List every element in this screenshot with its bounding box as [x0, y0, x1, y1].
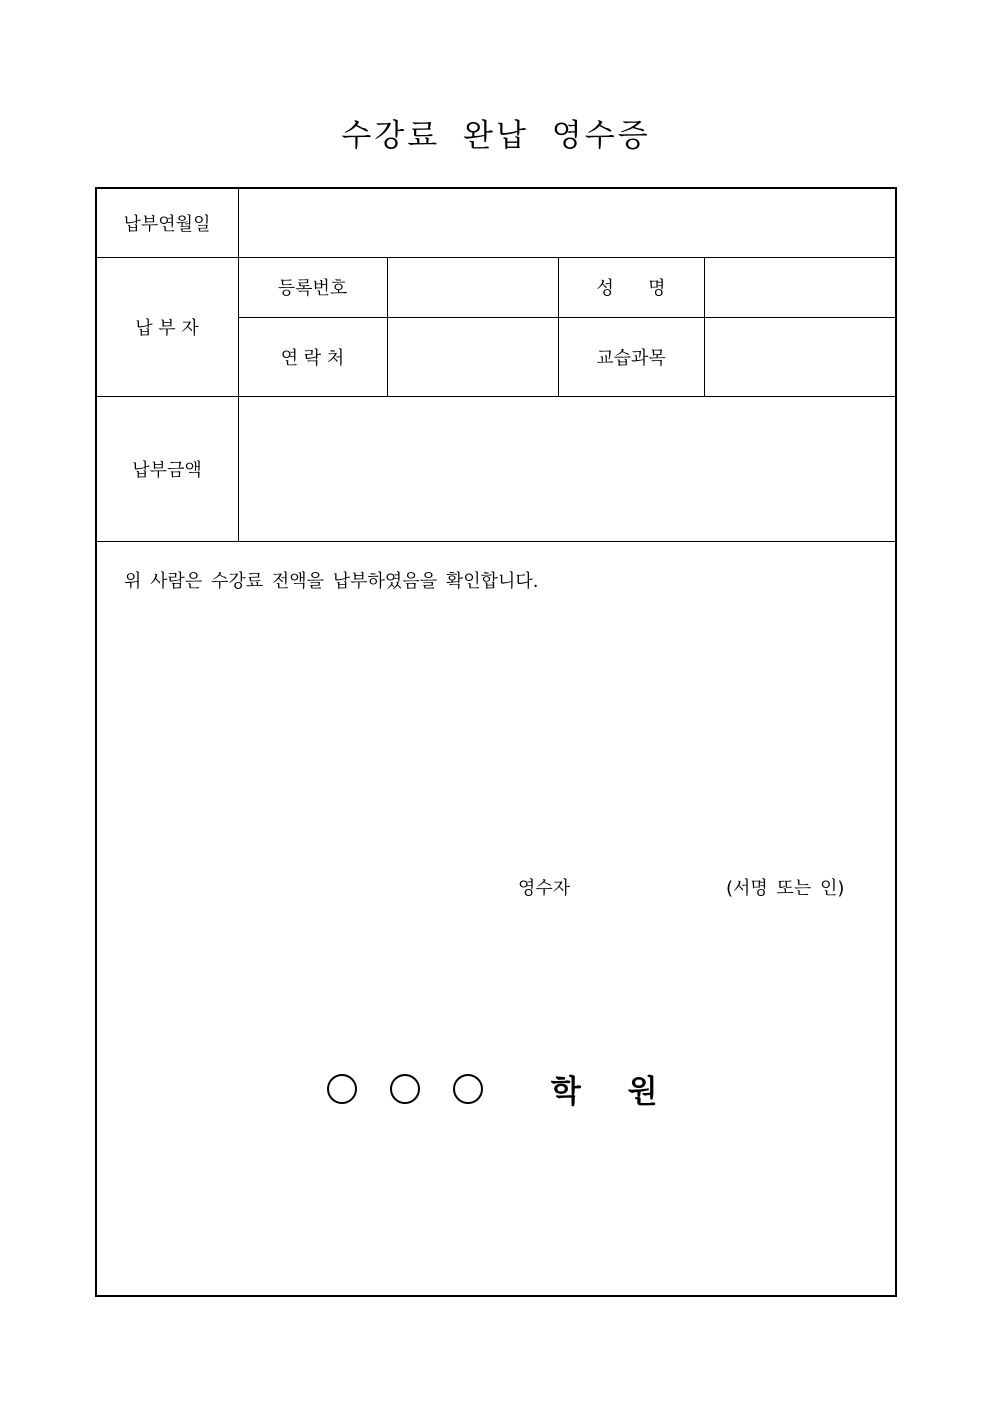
- contact-field[interactable]: [388, 317, 558, 396]
- payment-date-field[interactable]: [239, 188, 896, 257]
- signature-note: (서명 또는 인): [726, 878, 845, 899]
- academy-signature: [0, 1066, 992, 1111]
- course-label: 교습과목: [596, 347, 666, 369]
- payment-amount-label: 납부금액: [132, 459, 202, 481]
- payer-label: 납 부 자: [135, 317, 199, 339]
- course-field[interactable]: [705, 317, 896, 396]
- placeholder-circle-icon: [453, 1074, 483, 1104]
- registration-number-field[interactable]: [388, 257, 558, 317]
- confirmation-statement: 위 사람은 수강료 전액을 납부하였음을 확인합니다.: [124, 571, 539, 592]
- payment-amount-field[interactable]: [239, 396, 896, 541]
- placeholder-circle-icon: [390, 1074, 420, 1104]
- contact-label: 연 락 처: [280, 347, 345, 369]
- academy-name-placeholder: [316, 1069, 494, 1105]
- payment-date-label: 납부연월일: [123, 213, 211, 235]
- receiver-label: 영수자: [518, 878, 571, 899]
- placeholder-circle-icon: [327, 1074, 357, 1104]
- name-field[interactable]: [705, 257, 896, 317]
- academy-name-suffix: 학 원: [550, 1074, 676, 1110]
- document-title: 수강료 완납 영수증: [341, 118, 651, 154]
- name-label: 성 명: [596, 278, 666, 299]
- row-divider: [96, 541, 896, 542]
- registration-number-label: 등록번호: [277, 278, 348, 299]
